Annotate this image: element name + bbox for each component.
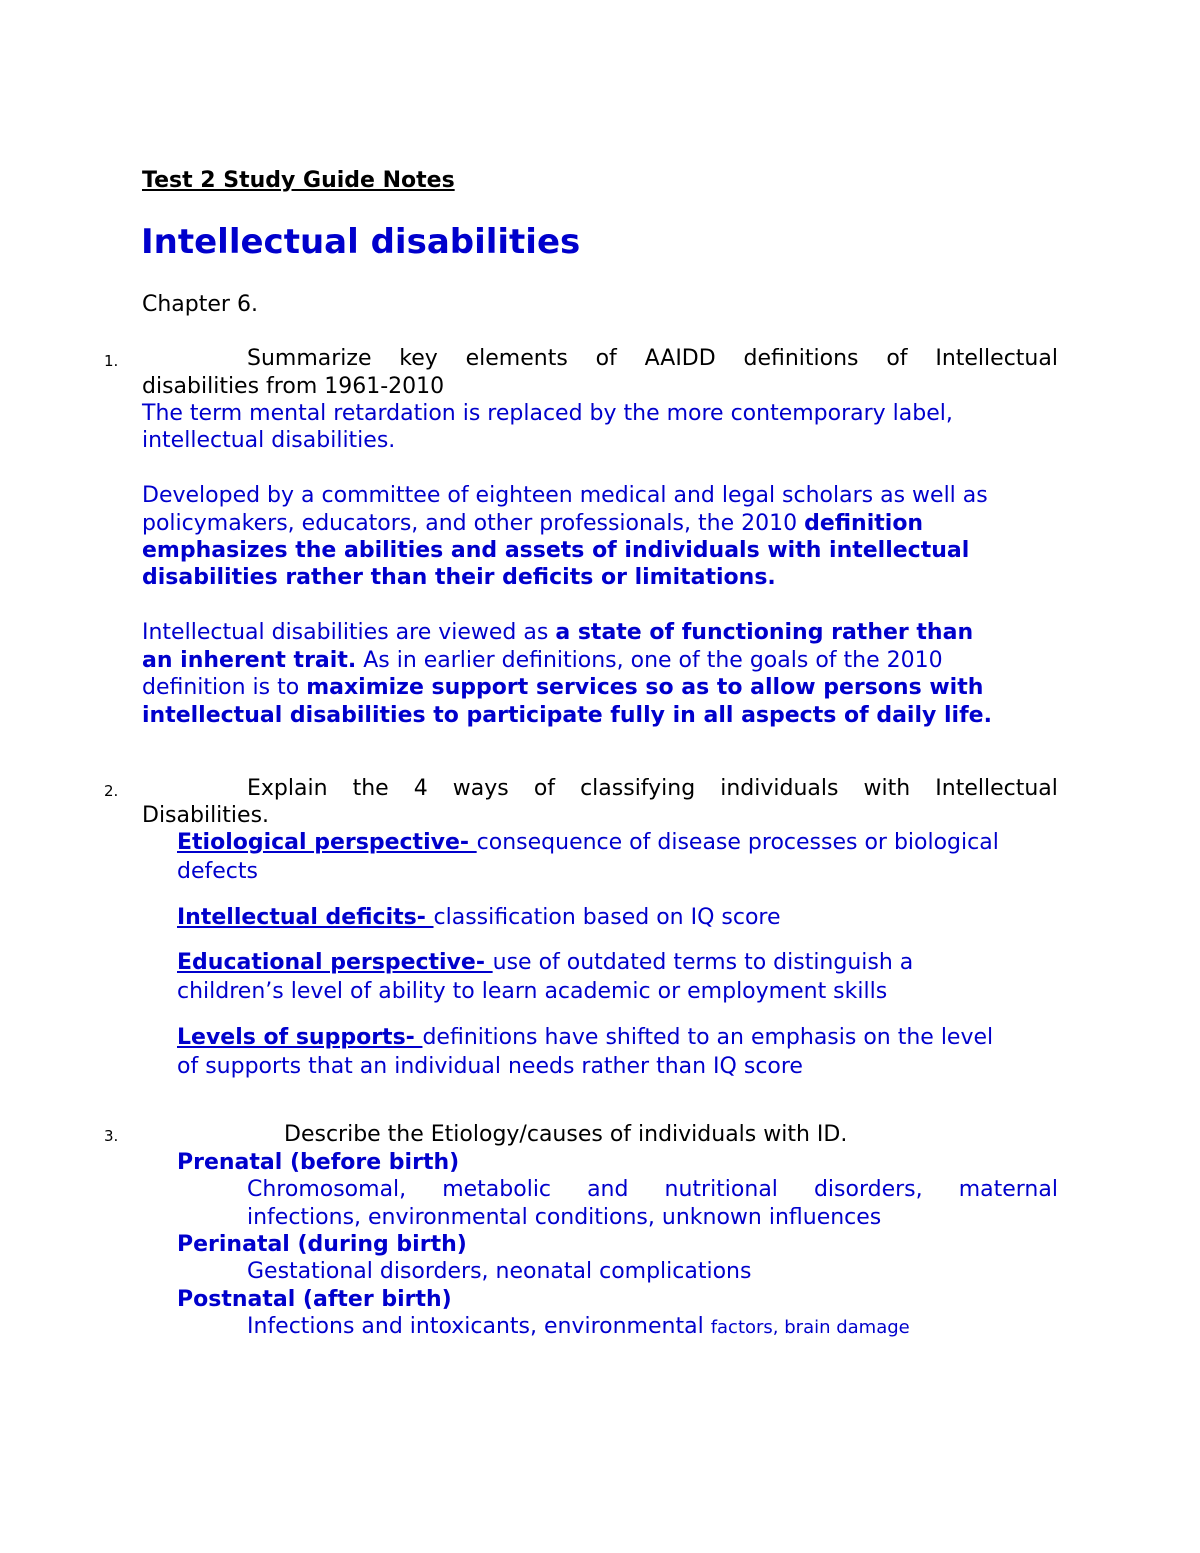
q1-p2-line4: disabilities rather than their deficits or limitations. [142, 565, 776, 590]
perinatal-line1: Gestational disorders, neonatal complications [247, 1259, 752, 1284]
bold-text: definition [804, 511, 924, 536]
q1-number: 1. [104, 352, 119, 370]
term: Intellectual deficits- [177, 905, 434, 930]
word: of [595, 346, 617, 371]
word: individuals [720, 776, 839, 801]
postnatal-label: Postnatal (after birth) [177, 1287, 452, 1312]
word: Summarize [247, 346, 372, 371]
word: of [533, 776, 556, 801]
small-text: factors, brain damage [710, 1317, 910, 1338]
bold-text: maximize support services so as to allow persons with [306, 675, 984, 700]
definition: definitions have shifted to an emphasis on the level [422, 1025, 994, 1050]
plain-text: As in earlier definitions, one of the goals of the 2010 [356, 648, 943, 673]
q1-p3-line3 [142, 675, 983, 700]
prenatal-line1 [247, 1177, 1058, 1202]
doc-title: Test 2 Study Guide Notes [142, 168, 455, 193]
plain-text: policymakers, educators, and other professionals, the 2010 [142, 511, 805, 536]
q2-item-1-cont: defects [177, 859, 258, 884]
prenatal-label: Prenatal (before birth) [177, 1150, 460, 1175]
word: elements [465, 346, 568, 371]
term: Etiological perspective- [177, 830, 477, 855]
word: AAIDD [644, 346, 716, 371]
word: ways [452, 776, 509, 801]
word: metabolic [442, 1177, 552, 1202]
definition: classification based on IQ score [433, 905, 781, 930]
perinatal-label: Perinatal (during birth) [177, 1232, 467, 1257]
q2-item-4 [177, 1025, 993, 1050]
word: of [886, 346, 908, 371]
word: the [352, 776, 389, 801]
q1-p2-line1: Developed by a committee of eighteen medical and legal scholars as well as [142, 483, 988, 508]
q3-line1: Describe the Etiology/causes of individuals with ID. [284, 1122, 848, 1147]
section-heading: Intellectual disabilities [141, 222, 581, 262]
word: Intellectual [935, 776, 1058, 801]
bold-text: an inherent trait. [142, 648, 357, 673]
q2-item-2 [177, 905, 781, 930]
word: Chromosomal, [247, 1177, 407, 1202]
q1-p2-line2 [142, 511, 923, 536]
word: classifying [580, 776, 696, 801]
word: maternal [958, 1177, 1058, 1202]
word: Explain [247, 776, 328, 801]
q2-item-3 [177, 950, 913, 975]
q1-line2: disabilities from 1961-2010 [142, 374, 445, 399]
word: with [863, 776, 911, 801]
q2-item-3-cont: children’s level of ability to learn academic or employment skills [177, 979, 888, 1004]
term: Levels of supports- [177, 1025, 423, 1050]
word: definitions [743, 346, 859, 371]
prenatal-line2: infections, environmental conditions, unknown influences [247, 1205, 882, 1230]
word: Intellectual [935, 346, 1058, 371]
word: 4 [413, 776, 428, 801]
q2-number: 2. [104, 782, 119, 800]
definition: use of outdated terms to distinguish a [492, 950, 914, 975]
q1-p3-line4: intellectual disabilities to participate fully in all aspects of daily life. [142, 703, 992, 728]
plain-text: definition is to [142, 675, 307, 700]
q2-item-1 [177, 830, 999, 855]
q2-item-4-cont: of supports that an individual needs rather than IQ score [177, 1054, 803, 1079]
word: nutritional [664, 1177, 778, 1202]
definition: consequence of disease processes or biological [476, 830, 999, 855]
q2-line1 [247, 776, 1058, 801]
q2-line2: Disabilities. [142, 803, 270, 828]
postnatal-line1 [247, 1314, 910, 1339]
q1-p1-line2: intellectual disabilities. [142, 428, 396, 453]
chapter-label: Chapter 6. [142, 292, 258, 317]
term: Educational perspective- [177, 950, 493, 975]
q1-p3-line2 [142, 648, 943, 673]
word: disorders, [813, 1177, 923, 1202]
q1-line1 [247, 346, 1058, 371]
plain-text: Intellectual disabilities are viewed as [142, 620, 556, 645]
main-text: Infections and intoxicants, environmental [247, 1314, 711, 1339]
word: and [587, 1177, 629, 1202]
word: key [399, 346, 438, 371]
q1-p3-line1 [142, 620, 973, 645]
q1-p1-line1: The term mental retardation is replaced by the more contemporary label, [142, 401, 953, 426]
q1-p2-line3: emphasizes the abilities and assets of individuals with intellectual [142, 538, 970, 563]
q3-number: 3. [104, 1127, 119, 1145]
bold-text: a state of functioning rather than [555, 620, 974, 645]
